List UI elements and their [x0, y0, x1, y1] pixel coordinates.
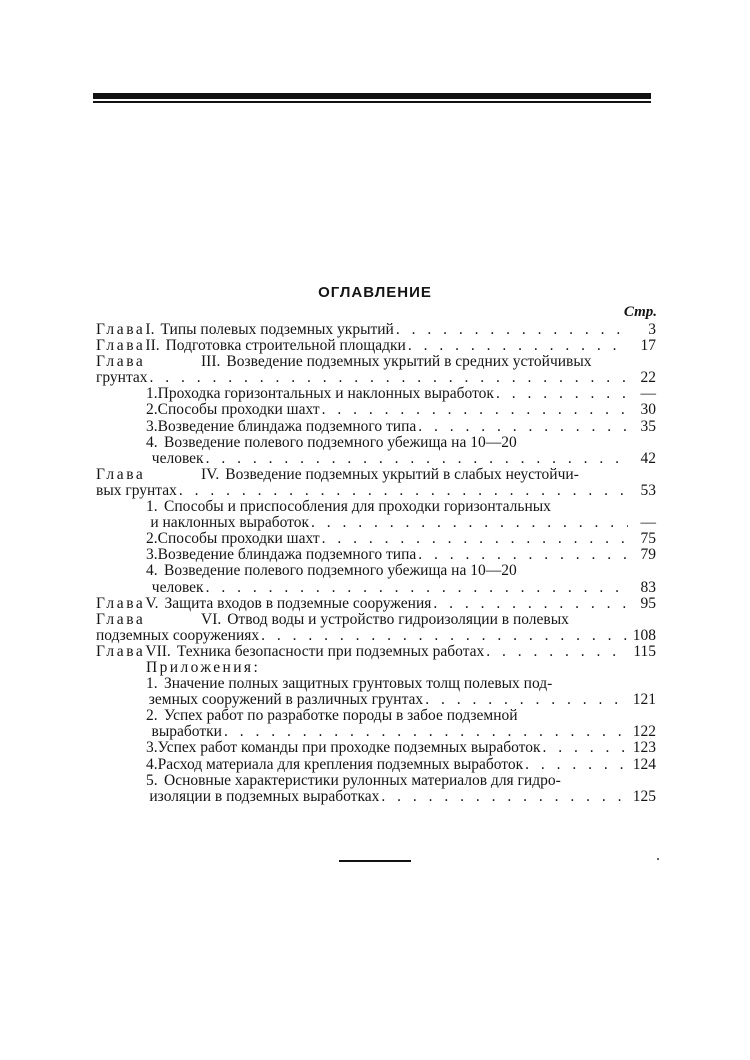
- entry-text: Проходка горизонтальных и наклонных выработок: [157, 385, 494, 403]
- dot-leader: [418, 419, 628, 435]
- toc-line: [146, 773, 656, 789]
- page-number: 122: [632, 723, 656, 741]
- toc-line: [96, 644, 656, 660]
- chapter-entry: [96, 596, 656, 612]
- page-column-header: Стр.: [623, 304, 657, 320]
- toc-line: [146, 386, 656, 402]
- page-number: 3: [648, 321, 656, 338]
- toc-line: [146, 580, 656, 596]
- entry-text: Способы проходки шахт: [157, 530, 320, 548]
- toc-line: [146, 515, 656, 531]
- entry-text: человек: [151, 578, 204, 596]
- dot-leader: [150, 370, 628, 386]
- section-entry: [96, 547, 656, 563]
- entry-text: выработки: [151, 723, 222, 741]
- entry-text: Отвод воды и устройство гидроизоляции в полевых: [227, 610, 569, 628]
- toc-line: [146, 547, 656, 563]
- appendix-entry: [96, 773, 656, 805]
- top-rule-thick: [93, 93, 651, 99]
- item-number: 1.: [146, 675, 158, 693]
- appendix-label: Приложения:: [146, 658, 261, 676]
- entry-text: Возведение подземных укрытий в слабых неустойчи-: [225, 465, 579, 483]
- toc-line: [146, 402, 656, 418]
- entry-text: Возведение блиндажа подземного типа: [157, 546, 417, 564]
- page-number: 22: [640, 369, 656, 387]
- entry-text: Возведение полевого подземного убежища на 10—20: [164, 562, 517, 580]
- dot-leader: [311, 515, 628, 531]
- chapter-word: Глава: [96, 465, 146, 483]
- entry-text: Способы и приспособления для проходки горизонтальных: [164, 498, 551, 516]
- page-number: —: [640, 385, 656, 403]
- toc-line: [96, 338, 656, 354]
- chapter-entry: [96, 612, 656, 644]
- print-speck: [657, 858, 659, 860]
- chapter-entry: [96, 338, 656, 354]
- chapter-word: Глава: [96, 337, 146, 355]
- entry-text: Возведение подземных укрытий в средних устойчивых: [226, 353, 592, 371]
- dot-leader: [179, 483, 628, 499]
- dot-leader: [322, 531, 628, 547]
- dot-leader: [224, 724, 628, 740]
- entry-text: Успех работ по разработке породы в забое подземной: [164, 707, 518, 725]
- toc-line: [146, 435, 656, 451]
- item-number: 2.: [146, 530, 158, 548]
- page-number: 42: [640, 449, 656, 467]
- dot-leader: [206, 451, 628, 467]
- toc-line: [146, 692, 656, 708]
- dot-leader: [496, 386, 628, 402]
- dot-leader: [543, 740, 628, 756]
- entry-text: Основные характеристики рулонных материалов для гидро-: [164, 771, 561, 789]
- dot-leader: [418, 547, 628, 563]
- chapter-number: I.: [145, 321, 155, 338]
- item-number: 4.: [146, 562, 158, 580]
- page-number: 35: [640, 417, 656, 435]
- dot-leader: [396, 322, 628, 338]
- chapter-number: II.: [145, 337, 160, 355]
- page-number: 125: [632, 787, 656, 805]
- item-number: 1.: [146, 498, 158, 516]
- dot-leader: [425, 692, 628, 708]
- toc-line: [146, 531, 656, 547]
- appendix-entry: [96, 740, 656, 756]
- chapter-entry: [96, 354, 656, 386]
- entry-text: и наклонных выработок: [150, 514, 309, 532]
- item-number: 3.: [146, 739, 158, 757]
- section-entry: [96, 419, 656, 435]
- appendix-entry: [96, 757, 656, 773]
- entry-text: земных сооружений в различных грунтах: [148, 691, 424, 709]
- item-number: 4.: [146, 433, 158, 451]
- item-number: 2.: [146, 707, 158, 725]
- section-entry: [96, 435, 656, 467]
- section-entry: [96, 386, 656, 402]
- page-number: 79: [640, 546, 656, 564]
- appendix-entry: [96, 676, 656, 708]
- toc-line: [96, 596, 656, 612]
- toc-line: [96, 612, 656, 628]
- chapter-entry: [96, 322, 656, 338]
- toc-line: [96, 354, 656, 370]
- item-number: 4.: [146, 755, 158, 773]
- chapter-number: VI.: [201, 610, 222, 628]
- toc-line: [96, 483, 656, 499]
- toc-line: [146, 740, 656, 756]
- top-double-rule: [93, 93, 651, 103]
- entry-text: человек: [151, 449, 204, 467]
- chapter-number: III.: [201, 353, 221, 371]
- chapter-word: Глава: [96, 353, 146, 371]
- dot-leader: [525, 757, 628, 773]
- chapter-number: VII.: [145, 642, 171, 660]
- dot-leader: [261, 628, 628, 644]
- entry-text: Техника безопасности при подземных работах: [176, 642, 485, 660]
- entry-text: Подготовка строительной площадки: [165, 337, 406, 355]
- entry-text: Типы полевых подземных укрытий: [160, 321, 394, 338]
- chapter-word: Глава: [96, 594, 146, 612]
- page-number: 121: [632, 691, 656, 709]
- chapter-entry: [96, 644, 656, 660]
- toc-line: [146, 757, 656, 773]
- item-number: 3.: [146, 546, 158, 564]
- toc-line: [96, 370, 656, 386]
- page-number: 123: [632, 739, 656, 757]
- dot-leader: [206, 580, 628, 596]
- toc-line: [146, 708, 656, 724]
- dot-leader: [408, 338, 628, 354]
- toc-line: [96, 322, 656, 338]
- toc-line: [146, 676, 656, 692]
- page-number: 83: [640, 578, 656, 596]
- section-entry: [96, 563, 656, 595]
- dot-leader: [381, 789, 628, 805]
- appendix-entry: [96, 708, 656, 740]
- toc-line: [146, 563, 656, 579]
- entry-text: Успех работ команды при проходке подземных выработок: [157, 739, 541, 757]
- toc-line: [146, 499, 656, 515]
- entry-text: Защита входов в подземные сооружения: [164, 594, 432, 612]
- page-number: —: [640, 514, 656, 532]
- item-number: 1.: [146, 385, 158, 403]
- page-number: 17: [640, 337, 656, 355]
- entry-text: подземных сооружениях: [96, 626, 260, 644]
- entry-text: вых грунтах: [96, 481, 177, 499]
- bottom-rule: [339, 860, 411, 862]
- entry-text: Значение полных защитных грунтовых толщ полевых под-: [164, 675, 553, 693]
- chapter-word: Глава: [96, 610, 146, 628]
- entry-text: Расход материала для крепления подземных выработок: [157, 755, 524, 773]
- dot-leader: [322, 402, 628, 418]
- page-number: 124: [632, 755, 656, 773]
- section-entry: [96, 402, 656, 418]
- entry-text: изоляции в подземных выработках: [149, 787, 380, 805]
- page-number: 75: [640, 530, 656, 548]
- page-number: 115: [633, 642, 656, 660]
- toc-line: [146, 789, 656, 805]
- chapter-number: V.: [145, 594, 159, 612]
- page-number: 95: [640, 594, 656, 612]
- toc-line: [96, 467, 656, 483]
- entry-text: грунтах: [96, 369, 148, 387]
- chapter-word: Глава: [96, 321, 146, 338]
- chapter-number: IV.: [201, 465, 220, 483]
- dot-leader: [486, 644, 628, 660]
- item-number: 5.: [146, 771, 158, 789]
- chapter-entry: [96, 467, 656, 499]
- table-of-contents: [96, 322, 656, 805]
- section-entry: [96, 499, 656, 531]
- toc-line: [146, 419, 656, 435]
- page-number: 108: [632, 626, 656, 644]
- item-number: 2.: [146, 401, 158, 419]
- toc-line: [96, 628, 656, 644]
- item-number: 3.: [146, 417, 158, 435]
- page-number: 30: [640, 401, 656, 419]
- entry-text: Способы проходки шахт: [157, 401, 320, 419]
- top-rule-thin: [93, 101, 651, 103]
- toc-line: [146, 724, 656, 740]
- entry-text: Возведение полевого подземного убежища на 10—20: [164, 433, 517, 451]
- section-entry: [96, 531, 656, 547]
- dot-leader: [433, 596, 628, 612]
- page-number: 53: [640, 481, 656, 499]
- toc-title: ОГЛАВЛЕНИЕ: [318, 284, 432, 301]
- chapter-word: Глава: [96, 642, 146, 660]
- entry-text: Возведение блиндажа подземного типа: [157, 417, 417, 435]
- toc-line: [146, 451, 656, 467]
